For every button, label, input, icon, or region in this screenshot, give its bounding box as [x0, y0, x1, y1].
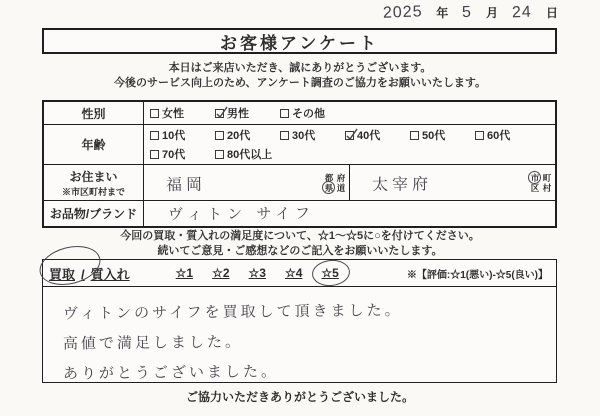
date-line [375, 4, 558, 22]
gender-row [44, 102, 555, 124]
greeting-line-1: 本日はご来店いただき、誠にありがとうございます。 [168, 62, 432, 74]
gender-option-female: 女性 [150, 105, 215, 121]
checkbox-unchecked [475, 131, 484, 140]
survey-table [42, 100, 557, 228]
footer-text: ご協力いただきありがとうございました。 [185, 390, 414, 404]
instructions-line-1: 今回の買取・質入れの満足度について、☆1～☆5に○を付けてください。 [120, 230, 480, 242]
comment-line-3: ありがとうございました。 [62, 363, 280, 383]
rating-type-pawn: 質入れ [90, 266, 130, 282]
gender-header: 性別 [44, 102, 144, 124]
date-year-value: 2025 [382, 3, 423, 22]
greeting-line-2: 今後のサービス向上のため、アンケート調査のご協力をお願いいたします。 [113, 77, 487, 89]
star-4: ☆4 [284, 266, 303, 280]
residence-row [44, 164, 555, 200]
city-cell [350, 165, 555, 200]
rating-type-buy: 買取 [49, 264, 75, 283]
title-box [42, 28, 557, 54]
gender-option-male: 男性 [215, 105, 280, 121]
rating-row [43, 260, 556, 287]
checkbox-unchecked [150, 150, 159, 159]
checkbox-unchecked [410, 131, 419, 140]
residence-header: お住まい [69, 169, 118, 184]
age-option-60s: 60代 [475, 127, 510, 143]
rating-scale-note: ※【評価:☆1(悪い)-☆5(良い)】 [406, 269, 548, 281]
date-year-label: 年 [436, 6, 449, 20]
checkbox-unchecked [150, 131, 159, 140]
instructions-line-2: 続いてご意見・ご感想などのご記入をお願いいたします。 [157, 245, 443, 257]
star-1: ☆1 [175, 266, 194, 280]
date-day-label: 日 [545, 6, 558, 20]
greeting-text [0, 61, 600, 91]
age-option-30s: 30代 [280, 127, 345, 143]
date-month-value: 5 [461, 3, 473, 22]
date-month-label: 月 [486, 6, 499, 20]
city-value: 太宰府 [371, 176, 433, 195]
age-row [44, 124, 555, 164]
date-day-value: 24 [511, 3, 533, 22]
checkbox-checked [215, 109, 224, 118]
prefecture-unit-selected: 県 [324, 183, 334, 193]
age-option-50s: 50代 [410, 127, 475, 143]
age-option-70s: 70代 [150, 146, 215, 162]
checkbox-unchecked [280, 109, 289, 118]
star-2: ☆2 [212, 266, 230, 280]
instructions-text [0, 229, 600, 259]
checkbox-checked [345, 131, 354, 140]
star-scale [176, 266, 339, 280]
city-unit-selected: 市 [530, 173, 540, 183]
star-5-selected: ☆5 [321, 266, 338, 280]
checkbox-unchecked [280, 131, 289, 140]
age-header: 年齢 [44, 125, 144, 164]
gender-option-other: その他 [280, 105, 325, 121]
prefecture-cell [144, 165, 350, 200]
rating-type-separator: / [81, 266, 85, 282]
comment-line-2: 高値で満足しました。 [62, 333, 244, 353]
age-option-10s: 10代 [150, 127, 215, 143]
item-row [44, 200, 555, 226]
age-option-20s: 20代 [215, 127, 280, 143]
check-icon [345, 127, 359, 141]
item-value: ヴィトン サイフ [167, 205, 315, 224]
comment-area [43, 287, 556, 387]
item-header: お品物/ブランド [44, 201, 144, 226]
age-option-40s: 40代 [345, 127, 410, 143]
check-icon [215, 105, 229, 119]
residence-subheader: ※市区町村まで [61, 186, 125, 197]
rating-comment-box [42, 259, 557, 383]
page-title: お客様アンケート [220, 33, 379, 53]
comment-line-1: ヴィトンのサイフを買取して頂きました。 [62, 301, 403, 323]
prefecture-value: 福岡 [165, 176, 207, 195]
age-option-80s-plus: 80代以上 [215, 146, 272, 162]
checkbox-unchecked [150, 109, 159, 118]
checkbox-unchecked [215, 150, 224, 159]
star-3: ☆3 [248, 266, 266, 280]
city-unit-grid: 市 町 区 村 [530, 173, 555, 193]
prefecture-unit-grid: 都 府 県 道 [324, 173, 349, 193]
checkbox-unchecked [215, 131, 224, 140]
